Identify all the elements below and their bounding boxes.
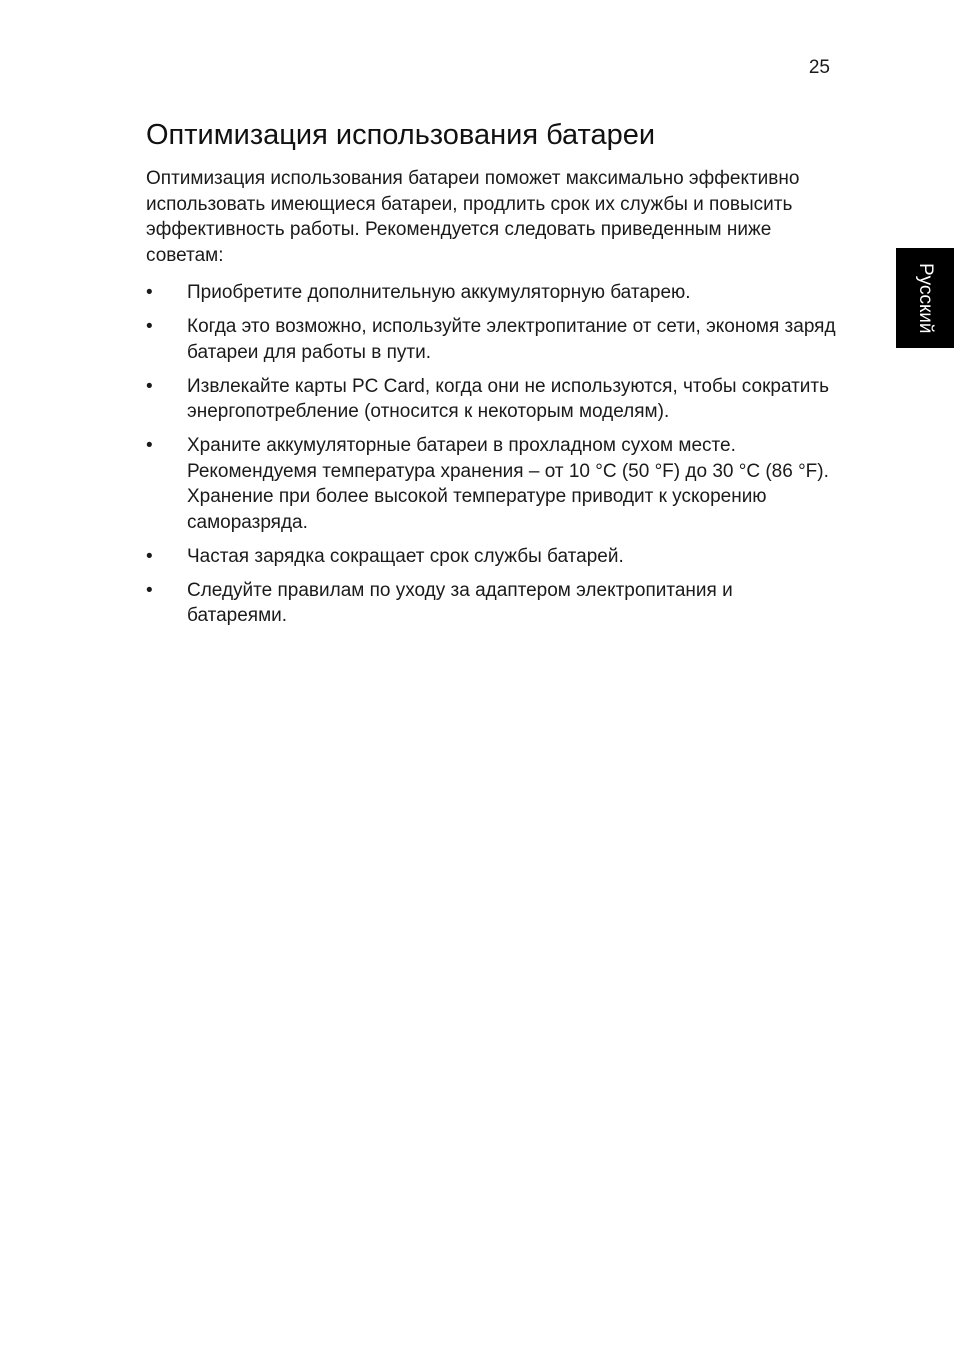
- tips-list: [146, 280, 836, 629]
- list-item-text: Извлекайте карты PC Card, когда они не используются, чтобы сократить энергопотребление (относится к некоторым моделям).: [187, 375, 830, 422]
- bullet-icon: •: [146, 316, 153, 337]
- bullet-icon: •: [146, 375, 153, 397]
- bullet-icon: •: [146, 579, 153, 601]
- language-tab-label: Русский: [915, 262, 936, 334]
- list-item: [146, 578, 836, 629]
- bullet-icon: •: [146, 545, 153, 567]
- list-item-text: Приобретите дополнительную аккумуляторную батарею.: [187, 282, 691, 303]
- intro-paragraph: Оптимизация использования батареи поможет максимально эффективно использовать имеющиеся батареи, продлить срок их службы и повысить эффективность работы. Рекомендуется следовать приведенным ниже советам:: [146, 168, 800, 266]
- list-item: [146, 374, 836, 425]
- list-item-text: Когда это возможно, используйте электропитание от сети, экономя заряд батареи для работы в пути.: [187, 316, 836, 363]
- page-number: 25: [808, 57, 830, 78]
- list-item: [146, 280, 836, 306]
- list-item: [146, 433, 836, 535]
- list-item-text: Следуйте правилам по уходу за адаптером электропитания и батареями.: [187, 579, 733, 626]
- bullet-icon: •: [146, 282, 153, 303]
- list-item-text: Частая зарядка сокращает срок службы батарей.: [187, 545, 624, 567]
- list-item-text: Храните аккумуляторные батареи в прохладном сухом месте. Рекомендуемя температура хранения – от 10 °C (50 °F) до 30 °C (86 °F). Хранение при более высокой температуре приводит к ускорению саморазряда.: [187, 435, 829, 533]
- section-content: [146, 116, 836, 637]
- list-item: [146, 544, 836, 570]
- bullet-icon: •: [146, 435, 153, 456]
- list-item: [146, 314, 836, 365]
- language-tab: [896, 248, 954, 348]
- section-title: Оптимизация использования батареи: [146, 119, 656, 151]
